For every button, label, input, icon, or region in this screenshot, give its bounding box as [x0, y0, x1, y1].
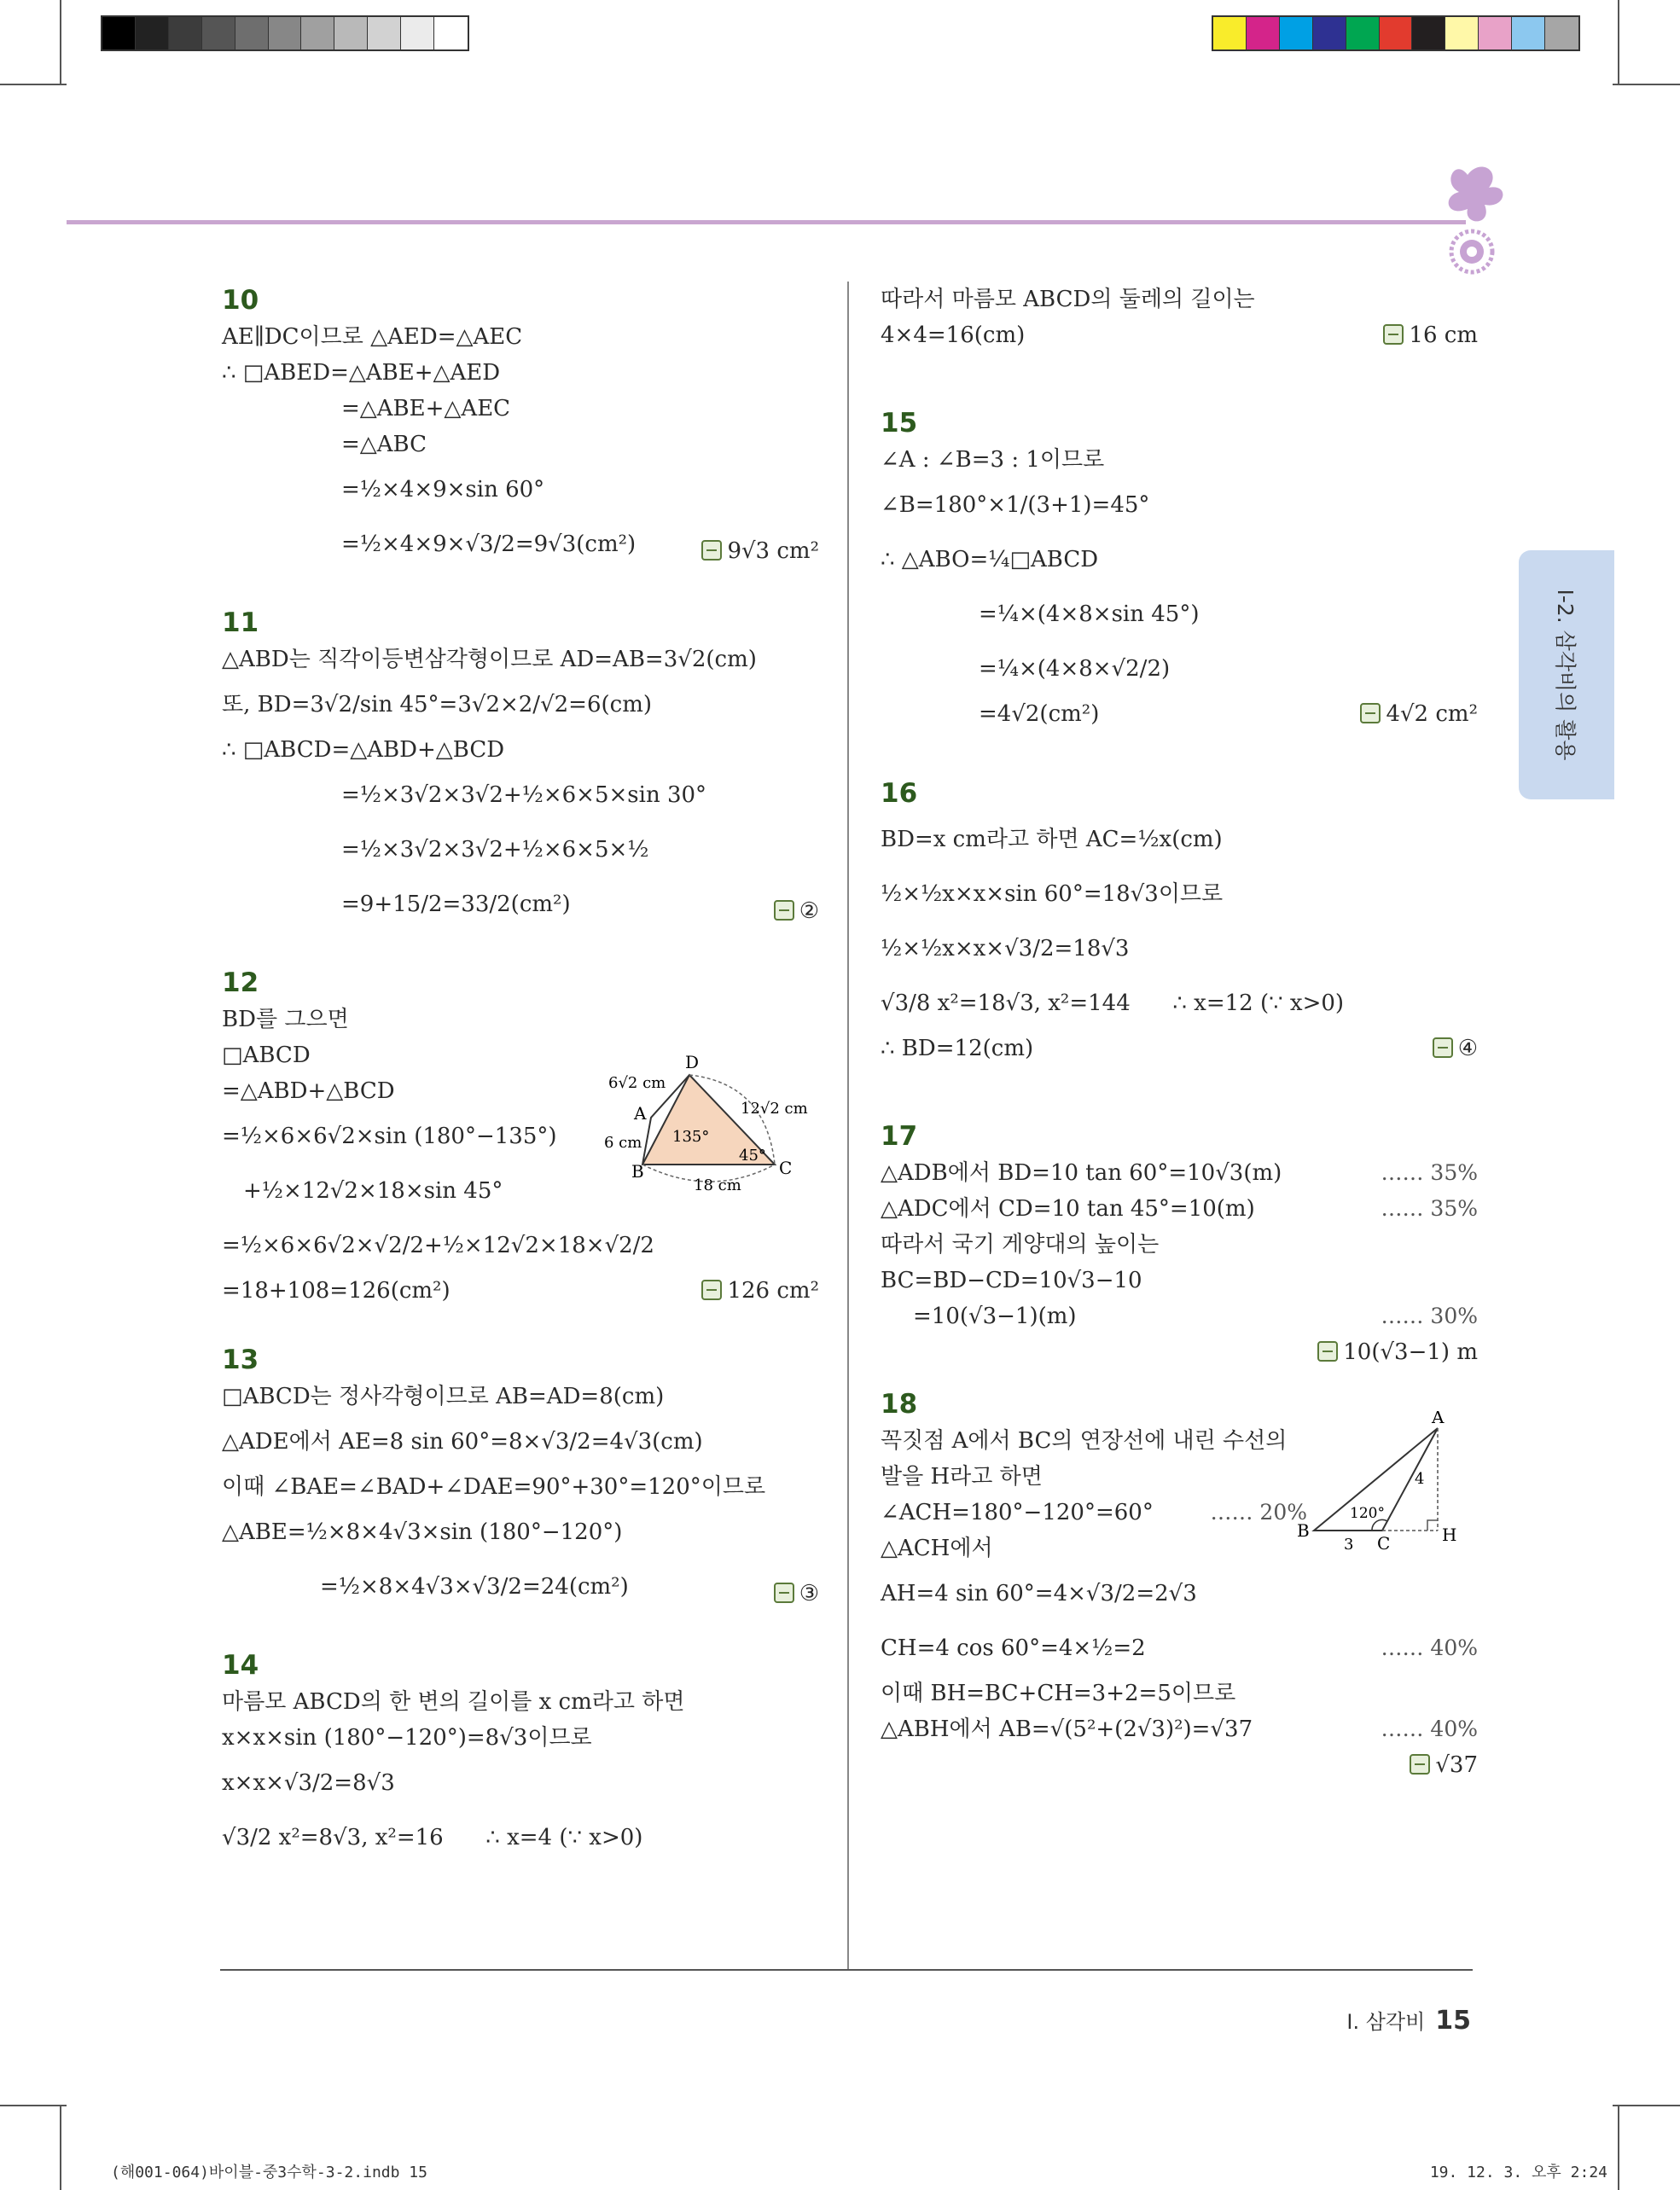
crop-mark	[1613, 2105, 1680, 2106]
angle-label: 45°	[739, 1147, 766, 1165]
answer-text: 126 cm²	[727, 1278, 819, 1304]
answer-text: √37	[1435, 1752, 1478, 1778]
color-swatch	[1545, 17, 1578, 49]
solution-line	[222, 517, 819, 572]
answer	[1383, 317, 1478, 353]
color-swatch	[401, 17, 434, 49]
solution-line: △ADE에서 AE=8 sin 60°=8×√3/2=4√3(cm)	[222, 1429, 703, 1455]
solution-text: =4√2(cm²)	[979, 701, 1100, 727]
side-label: 3	[1344, 1536, 1354, 1554]
side-label: 6√2 cm	[608, 1074, 666, 1092]
side-label: 12√2 cm	[741, 1100, 808, 1118]
print-slug-left: (해001-064)바이블-중3수학-3-2.indb 15	[111, 2164, 427, 2181]
solution-text: △ADC에서 CD=10 tan 45°=10(m)	[881, 1196, 1255, 1222]
solution-text: 4×4=16(cm)	[881, 322, 1026, 348]
answer-mark-icon	[774, 900, 794, 921]
solution-text: =10(√3−1)(m)	[913, 1304, 1077, 1329]
solution-line: =△ABC	[341, 432, 427, 457]
left-column	[222, 282, 819, 1897]
solution-line: √3/8 x²=18√3, x²=144 ∴ x=12 (∵ x>0)	[881, 990, 1345, 1016]
color-swatch	[136, 17, 169, 49]
solution-text: △ADB에서 BD=10 tan 60°=10√3(m)	[881, 1160, 1282, 1186]
solution-text: =½×8×4√3×√3/2=24(cm²)	[320, 1574, 629, 1600]
answer-text: 4√2 cm²	[1386, 701, 1478, 727]
solution-line: 이때 ∠BAE=∠BAD+∠DAE=90°+30°=120°이므로	[222, 1474, 766, 1500]
solution-line	[881, 1031, 1478, 1066]
solution-line: 이때 BH=BC+CH=3+2=5이므로	[881, 1681, 1236, 1706]
color-swatch	[1247, 17, 1280, 49]
color-swatch	[334, 17, 368, 49]
solution-line: 꼭짓점 A에서 BC의 연장선에 내린 수선의	[881, 1428, 1288, 1454]
solution-line: x×x×√3/2=8√3	[222, 1770, 395, 1796]
color-swatch	[1313, 17, 1346, 49]
quadrilateral-figure	[604, 1049, 826, 1194]
solution-line: =¼×(4×8×√2/2)	[979, 656, 1171, 682]
answer	[1317, 1334, 1478, 1370]
answer-mark-icon	[1383, 324, 1404, 345]
problem-11	[222, 604, 819, 932]
solution-line	[881, 1191, 1478, 1227]
color-swatch	[169, 17, 202, 49]
color-swatch	[1512, 17, 1545, 49]
answer-mark-icon	[1317, 1341, 1338, 1362]
solution-line: =½×4×9×sin 60°	[341, 477, 545, 502]
color-swatch	[235, 17, 269, 49]
problem-number: 16	[881, 778, 918, 809]
answer-text: 9√3 cm²	[727, 538, 819, 564]
solution-line: AH=4 sin 60°=4×√3/2=2√3	[881, 1581, 1197, 1606]
solution-text: CH=4 cos 60°=4×½=2	[881, 1635, 1146, 1661]
right-angle-mark	[1427, 1520, 1438, 1531]
solution-line: ∴ □ABCD=△ABD+△BCD	[222, 737, 505, 763]
header-rule	[67, 220, 1466, 224]
solution-line: BC=BD−CD=10√3−10	[881, 1268, 1142, 1293]
solution-text: △ABH에서 AB=√(5²+(2√3)²)=√37	[881, 1717, 1253, 1742]
solution-line: AE∥DC이므로 △AED=△AEC	[222, 324, 523, 350]
solution-line	[881, 1621, 1478, 1676]
answer	[1433, 1031, 1478, 1066]
vertex-label: H	[1442, 1525, 1457, 1545]
chapter-side-tab	[1519, 550, 1614, 799]
answer	[1360, 696, 1478, 732]
crop-mark	[60, 0, 61, 85]
solution-line: BD=x cm라고 하면 AC=½x(cm)	[881, 827, 1223, 852]
problem-number: 14	[222, 1650, 259, 1681]
solution-text: =18+108=126(cm²)	[222, 1278, 451, 1304]
side-label: 18 cm	[694, 1176, 741, 1194]
right-column	[881, 282, 1478, 1780]
color-swatch	[1479, 17, 1512, 49]
solution-line: 마름모 ABCD의 한 변의 길이를 x cm라고 하면	[222, 1689, 685, 1715]
solution-line	[222, 1560, 819, 1614]
answer-mark-icon	[1410, 1754, 1430, 1775]
page-number: 15	[1435, 2006, 1471, 2036]
answer	[1410, 1747, 1478, 1783]
answer-text: ④	[1457, 1036, 1478, 1061]
problem-number: 13	[222, 1345, 259, 1375]
solution-text: ∠ACH=180°−120°=60°	[881, 1500, 1154, 1525]
solution-line: +½×12√2×18×sin 45°	[243, 1178, 503, 1204]
score-percent: …… 40%	[1381, 1717, 1478, 1741]
solution-text: ∴ BD=12(cm)	[881, 1036, 1034, 1061]
solution-line	[881, 317, 1478, 353]
solution-line: □ABCD	[222, 1043, 311, 1068]
problem-10	[222, 282, 819, 572]
answer-text: 16 cm	[1409, 322, 1478, 348]
solution-line	[222, 877, 819, 932]
footer-rule	[220, 1969, 1473, 1971]
solution-line: =¼×(4×8×sin 45°)	[979, 601, 1200, 627]
triangle-figure	[1288, 1411, 1485, 1565]
crop-mark	[1613, 84, 1680, 85]
registration-strip-gray	[101, 15, 469, 51]
crop-mark	[60, 2105, 61, 2190]
problem-number: 12	[222, 967, 259, 998]
color-swatch	[1280, 17, 1313, 49]
color-swatch	[202, 17, 235, 49]
page-footer	[1346, 2005, 1471, 2036]
solution-line	[881, 1711, 1478, 1747]
crop-mark	[0, 84, 67, 85]
solution-line: =△ABE+△AEC	[341, 396, 511, 421]
side-label: 4	[1415, 1470, 1425, 1488]
problem-number: 15	[881, 408, 918, 439]
print-slug-right: 19. 12. 3. 오후 2:24	[1429, 2164, 1607, 2181]
answer-text: ②	[799, 898, 819, 924]
angle-label: 135°	[672, 1128, 710, 1146]
answer	[701, 524, 819, 578]
solution-line: x×x×sin (180°−120°)=8√3이므로	[222, 1725, 592, 1751]
score-percent: …… 35%	[1381, 1160, 1478, 1185]
flower-ornament-icon	[1433, 158, 1527, 277]
solution-line: △ABD는 직각이등변삼각형이므로 AD=AB=3√2(cm)	[222, 647, 757, 672]
problem-12	[222, 964, 819, 1309]
answer-text: ③	[799, 1581, 819, 1606]
problem-number: 17	[881, 1121, 918, 1152]
color-swatch	[1213, 17, 1247, 49]
solution-line: √3/2 x²=8√3, x²=16 ∴ x=4 (∵ x>0)	[222, 1825, 643, 1850]
solution-line: =△ABD+△BCD	[222, 1078, 395, 1104]
vertex-label: A	[634, 1103, 647, 1124]
vertex-label: B	[1297, 1520, 1310, 1541]
answer	[774, 884, 819, 938]
solution-text: =½×4×9×√3/2=9√3(cm²)	[341, 532, 637, 557]
solution-line: =½×3√2×3√2+½×6×5×½	[341, 837, 649, 863]
crop-mark	[1618, 0, 1619, 85]
solution-line: 따라서 국기 게양대의 높이는	[881, 1232, 1160, 1258]
color-swatch	[269, 17, 302, 49]
solution-text: =9+15/2=33/2(cm²)	[341, 892, 571, 917]
problem-13	[222, 1341, 819, 1614]
color-swatch	[1346, 17, 1380, 49]
crop-mark	[1618, 2105, 1619, 2190]
color-swatch	[434, 17, 468, 49]
problem-15	[881, 404, 1478, 732]
vertex-label: C	[1377, 1533, 1391, 1554]
score-percent: …… 35%	[1381, 1196, 1478, 1221]
chapter-side-tab-label: I-2. 삼각비의 활용	[1553, 589, 1578, 761]
solution-line: 또, BD=3√2/sin 45°=3√2×2/√2=6(cm)	[222, 692, 653, 717]
score-percent: …… 30%	[1381, 1304, 1478, 1328]
color-swatch	[1412, 17, 1445, 49]
answer	[774, 1566, 819, 1621]
problem-16	[881, 775, 1478, 1066]
solution-line	[881, 696, 1478, 732]
problem-14-continued	[881, 282, 1478, 353]
chapter-title: I. 삼각비	[1346, 2010, 1426, 2034]
color-swatch	[301, 17, 334, 49]
vertex-label: B	[631, 1161, 644, 1182]
color-swatch	[1380, 17, 1413, 49]
solution-line	[881, 1155, 1478, 1191]
vertex-label: A	[1432, 1411, 1445, 1427]
problem-14	[222, 1647, 819, 1865]
color-swatch	[368, 17, 401, 49]
answer	[701, 1273, 819, 1309]
crop-mark	[0, 2105, 67, 2106]
solution-line: 따라서 마름모 ABCD의 둘레의 길이는	[881, 287, 1255, 312]
vertex-label: D	[685, 1052, 700, 1072]
vertex-label: C	[779, 1158, 793, 1178]
solution-line: ∴ □ABED=△ABE+△AED	[222, 360, 501, 386]
solution-line: ½×½x×x×√3/2=18√3	[881, 936, 1130, 961]
solution-line: △ABE=½×8×4√3×sin (180°−120°)	[222, 1519, 623, 1545]
solution-line: ∴ △ABO=¼□ABCD	[881, 547, 1099, 572]
solution-line: =½×6×6√2×√2/2+½×12√2×18×√2/2	[222, 1233, 654, 1258]
score-percent: …… 20%	[1210, 1500, 1307, 1525]
problem-17	[881, 1118, 1478, 1365]
solution-line: △ACH에서	[881, 1536, 993, 1561]
angle-label: 120°	[1350, 1505, 1385, 1522]
color-swatch	[1445, 17, 1479, 49]
column-divider	[847, 282, 849, 1971]
color-swatch	[102, 17, 136, 49]
solution-line: ∠A : ∠B=3 : 1이므로	[881, 447, 1105, 473]
solution-line: BD를 그으면	[222, 1007, 349, 1032]
score-percent: …… 40%	[1381, 1635, 1478, 1660]
solution-line: =½×3√2×3√2+½×6×5×sin 30°	[341, 782, 707, 808]
answer-mark-icon	[1433, 1037, 1453, 1058]
solution-line: ∠B=180°×1/(3+1)=45°	[881, 492, 1150, 518]
solution-line: □ABCD는 정사각형이므로 AB=AD=8(cm)	[222, 1384, 665, 1409]
problem-number: 10	[222, 285, 259, 316]
answer-mark-icon	[774, 1583, 794, 1603]
problem-18	[881, 1385, 1478, 1778]
answer-mark-icon	[701, 1280, 722, 1300]
answer-text: 10(√3−1) m	[1343, 1339, 1478, 1365]
problem-number: 18	[881, 1389, 918, 1420]
registration-strip-color	[1212, 15, 1580, 51]
answer-mark-icon	[701, 540, 722, 561]
solution-line: =½×6×6√2×sin (180°−135°)	[222, 1124, 557, 1149]
solution-line: ½×½x×x×sin 60°=18√3이므로	[881, 881, 1224, 907]
solution-line: 발을 H라고 하면	[881, 1464, 1043, 1490]
answer-mark-icon	[1360, 703, 1381, 723]
solution-line	[222, 1273, 819, 1309]
problem-number: 11	[222, 607, 259, 638]
solution-line	[881, 1298, 1478, 1334]
side-label: 6 cm	[604, 1134, 642, 1152]
